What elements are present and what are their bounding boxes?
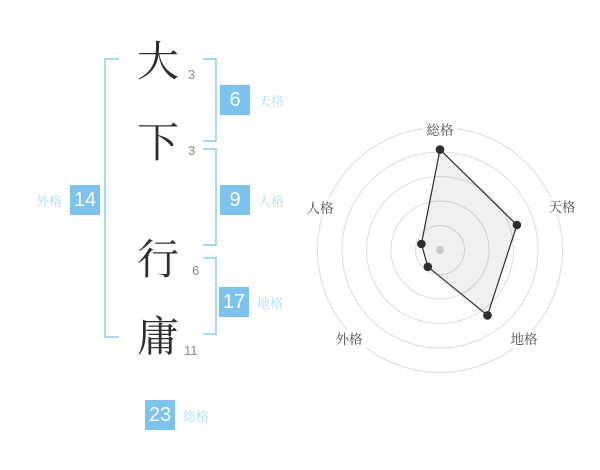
name-character: 行 [136, 236, 179, 283]
gaikaku-label: 外格 [36, 193, 63, 209]
jinkaku-row [220, 185, 284, 215]
stroke-count: 3 [188, 143, 196, 158]
tenkaku-bracket [203, 58, 217, 142]
radar-axis-label: 天格 [548, 200, 576, 215]
stroke-count: 3 [188, 67, 196, 82]
gaikaku-row [36, 185, 100, 215]
radar-axis-label: 総格 [426, 123, 454, 138]
soukaku-label: 総格 [183, 408, 210, 424]
chikaku-value-badge: 17 [219, 287, 249, 317]
tenkaku-row [220, 85, 284, 115]
gaikaku-value-badge: 14 [70, 185, 100, 215]
soukaku-row [145, 400, 209, 430]
radar-data-point [417, 240, 426, 249]
radar-data-point [483, 311, 492, 320]
radar-axis-label: 人格 [306, 201, 334, 216]
radar-data-point [513, 221, 522, 230]
radar-data-point [424, 263, 433, 272]
radar-center-dot [436, 246, 444, 254]
jinkaku-bracket [203, 148, 217, 246]
gaikaku-bracket [104, 58, 119, 338]
name-character: 庸 [136, 313, 179, 360]
name-character: 大 [136, 38, 179, 85]
chikaku-row [219, 287, 283, 317]
soukaku-value-badge: 23 [145, 400, 175, 430]
stroke-count: 11 [184, 343, 198, 358]
jinkaku-value-badge: 9 [220, 185, 250, 215]
radar-data-point [436, 145, 445, 154]
jinkaku-label: 人格 [258, 193, 285, 209]
name-character: 下 [136, 119, 179, 166]
tenkaku-label: 天格 [258, 93, 285, 109]
tenkaku-value-badge: 6 [220, 85, 250, 115]
chikaku-bracket [203, 257, 217, 335]
radar-axis-label: 地格 [510, 332, 538, 347]
stroke-count: 6 [192, 263, 200, 278]
radar-chart [300, 100, 590, 390]
chikaku-label: 地格 [257, 295, 284, 311]
radar-axis-label: 外格 [335, 332, 363, 347]
